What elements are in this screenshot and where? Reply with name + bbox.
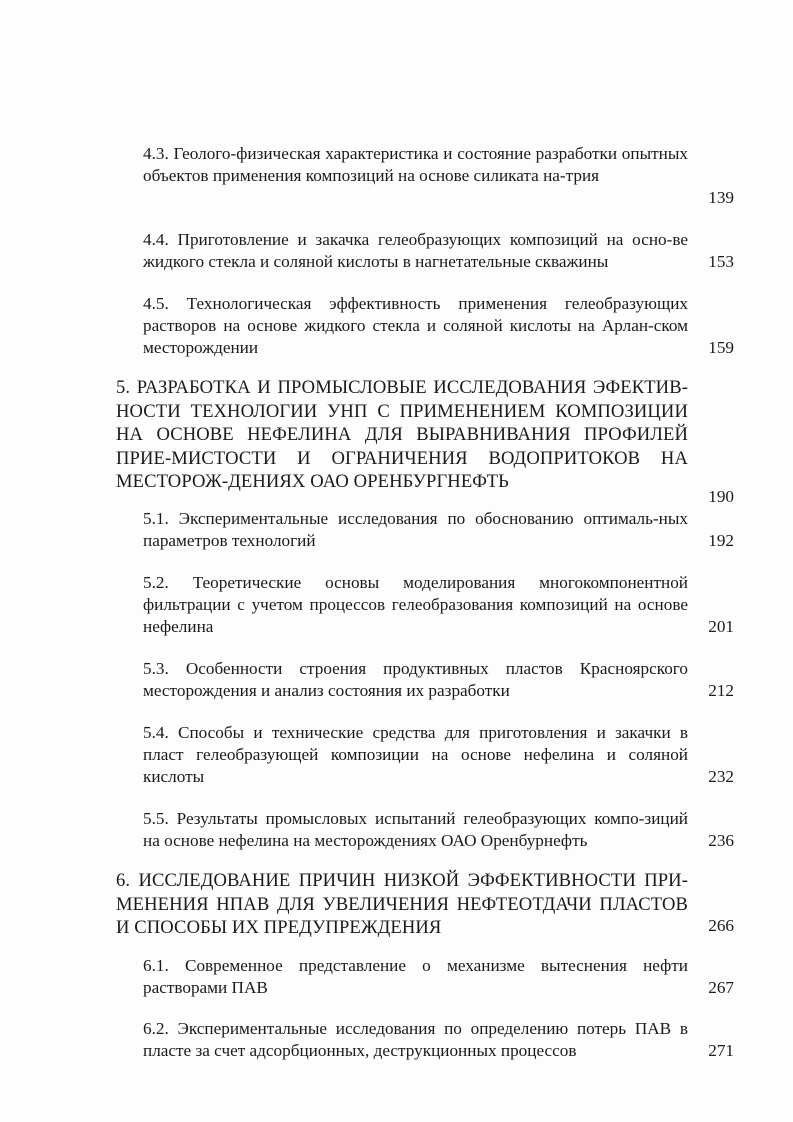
toc-page-number: 212 [708, 681, 734, 700]
toc-entry-title: 6.1. Современное представление о механизме вытеснения нефти растворами ПАВ [143, 956, 688, 997]
toc-entry-5-3 [143, 658, 688, 702]
toc-entry-5-4 [143, 722, 688, 788]
toc-entry-5-2 [143, 572, 688, 638]
toc-page-number: 159 [708, 338, 734, 357]
toc-entry-title: 4.3. Геолого-физическая характеристика и состояние разработки опытных объектов применения композиций на основе силиката на-трия [143, 144, 688, 185]
toc-entry-5-1 [143, 508, 688, 552]
toc-entry-title: 5.4. Способы и технические средства для приготовления и закачки в пласт гелеобразующей композиции на основе нефелина и соляной кислоты [143, 723, 688, 786]
toc-page-number: 139 [708, 188, 734, 207]
toc-chapter-6 [116, 869, 688, 940]
toc-entry-title: 5.3. Особенности строения продуктивных пластов Красноярского месторождения и анализ состояния их разработки [143, 659, 688, 700]
toc-page-number: 192 [708, 531, 734, 550]
toc-page-number: 267 [708, 978, 734, 997]
toc-page-number: 190 [708, 487, 734, 506]
toc-chapter-title: 5. РАЗРАБОТКА И ПРОМЫСЛОВЫЕ ИССЛЕДОВАНИЯ ЭФЕКТИВ-НОСТИ ТЕХНОЛОГИИ УНП С ПРИМЕНЕНИЕМ КОМПОЗИЦИИ НА ОСНОВЕ НЕФЕЛИНА ДЛЯ ВЫРАВНИВАНИЯ ПРОФИЛЕЙ ПРИЕ-МИСТОСТИ И ОГРАНИЧЕНИЯ ВОДОПРИТОКОВ НА МЕСТОРОЖ-ДЕНИЯХ ОАО ОРЕНБУРГНЕФТЬ [116, 377, 688, 492]
toc-entry-title: 5.5. Результаты промысловых испытаний гелеобразующих компо-зиций на основе нефелина на месторождениях ОАО Оренбурнефть [143, 809, 688, 850]
toc-page-number: 271 [708, 1041, 734, 1060]
toc-entry-title: 4.5. Технологическая эффективность применения гелеобразующих растворов на основе жидкого стекла и соляной кислоты на Арлан-ском месторождении [143, 294, 688, 357]
toc-entry-5-5 [143, 808, 688, 852]
toc-entry-4-4 [143, 229, 688, 273]
toc-entry-6-2 [143, 1018, 688, 1062]
toc-entry-title: 5.2. Теоретические основы моделирования многокомпонентной фильтрации с учетом процессов гелеобразования композиций на основе нефелина [143, 573, 688, 636]
toc-entry-title: 5.1. Экспериментальные исследования по обоснованию оптималь-ных параметров технологий [143, 509, 688, 550]
toc-page-number: 201 [708, 617, 734, 636]
toc-entry-4-3 [143, 143, 688, 187]
toc-entry-4-5 [143, 293, 688, 359]
toc-entry-title: 6.2. Экспериментальные исследования по определению потерь ПАВ в пласте за счет адсорбционных, деструкционных процессов [143, 1019, 688, 1060]
toc-page-number: 266 [708, 916, 734, 935]
toc-entry-6-1 [143, 955, 688, 999]
toc-page-number: 232 [708, 767, 734, 786]
toc-chapter-title: 6. ИССЛЕДОВАНИЕ ПРИЧИН НИЗКОЙ ЭФФЕКТИВНОСТИ ПРИ-МЕНЕНИЯ НПАВ ДЛЯ УВЕЛИЧЕНИЯ НЕФТЕОТДАЧИ ПЛАСТОВ И СПОСОБЫ ИХ ПРЕДУПРЕЖДЕНИЯ [116, 870, 688, 938]
toc-page-number: 236 [708, 831, 734, 850]
toc-entry-title: 4.4. Приготовление и закачка гелеобразующих композиций на осно-ве жидкого стекла и соляной кислоты в нагнетательные скважины [143, 230, 688, 271]
toc-page-number: 153 [708, 252, 734, 271]
toc-chapter-5 [116, 376, 688, 494]
